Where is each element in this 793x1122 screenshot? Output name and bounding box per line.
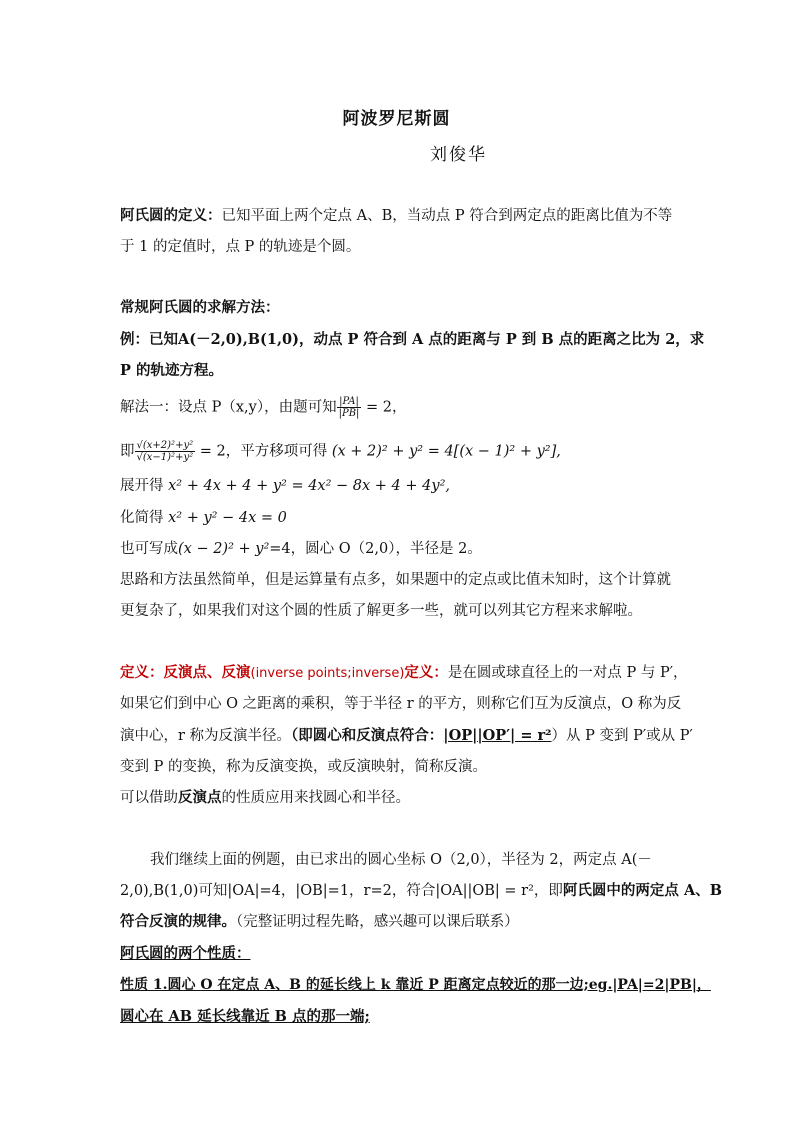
definition-line-1 xyxy=(120,205,680,227)
ratio-fraction xyxy=(337,396,362,419)
inverse-line-4: 变到 P 的变换，称为反演变换，或反演映射，简称反演。 xyxy=(120,759,487,775)
inverse-l5-a: 可以借助 xyxy=(120,790,178,806)
solution-line-5 xyxy=(120,538,680,560)
property1-line-1: 性质 1.圆心 O 在定点 A、B 的延长线上 k 靠近 P 距离定点较近的那一边;eg.|PA|=2|PB|， xyxy=(120,977,711,993)
solution-line-3 xyxy=(120,475,680,497)
properties-heading: 阿氏圆的两个性质： xyxy=(120,945,251,962)
continue-line-1: 我们继续上面的例题，由已求出的圆心坐标 O（2,0），半径为 2，两定点 A(－ xyxy=(150,852,652,868)
sqrt-numerator: √(x+2)²+y² xyxy=(136,440,194,451)
ratio-numerator: |PA| xyxy=(337,396,362,408)
continue-l2-a: 2,0),B(1,0)可知|OA|=4，|OB|=1，r=2，符合|OA||OB| = r²，即 xyxy=(120,883,563,899)
solution-l5-suffix: =4，圆心 O（2,0），半径是 2。 xyxy=(269,541,482,557)
inverse-l5-c: 的性质应用来找圆心和半径。 xyxy=(221,790,410,806)
solution-l1-suffix: = 2， xyxy=(366,399,407,416)
method-heading: 常规阿氏圆的求解方法： xyxy=(120,299,280,316)
inverse-formula: |OP||OP′| = r² xyxy=(443,727,552,744)
inverse-line-3 xyxy=(120,725,693,747)
solution-l2-prefix: 即 xyxy=(120,443,135,460)
solution-l5-prefix: 也可写成 xyxy=(120,541,178,557)
definition-line-2: 于 1 的定值时，点 P 的轨迹是个圆。 xyxy=(120,239,361,255)
solution-line-4 xyxy=(120,507,680,529)
solution-l3-equation: x² + 4x + 4 + y² = 4x² − 8x + 4 + 4y², xyxy=(168,478,450,494)
solution-l2-mid: = 2，平方移项可得 xyxy=(199,443,328,460)
solution-l1-prefix: 解法一：设点 P（x,y），由题可知 xyxy=(120,399,337,416)
example-line-1: 例：已知A(－2,0),B(1,0)，动点 P 符合到 A 点的距离与 P 到 B 点的距离之比为 2，求 xyxy=(120,331,705,348)
inverse-l3-c: ）从 P 变到 P′或从 P′ xyxy=(551,728,693,744)
document-title: 阿波罗尼斯圆 xyxy=(342,109,451,129)
solution-line-7: 更复杂了，如果我们对这个圆的性质了解更多一些，就可以列其它方程来求解啦。 xyxy=(120,603,642,619)
inverse-l1-rest: 是在圆或球直径上的一对点 P 与 P′， xyxy=(447,665,688,681)
solution-l4-equation: x² + y² − 4x = 0 xyxy=(168,510,287,526)
solution-line-1 xyxy=(120,396,680,419)
inverse-line-2: 如果它们到中心 O 之距离的乘积，等于半径 r 的平方，则称它们互为反演点，O 称为反 xyxy=(120,696,682,712)
inverse-label-b: (inverse points;inverse) xyxy=(250,666,405,681)
sqrt-denominator: √(x−1)²+y² xyxy=(136,452,194,463)
inverse-line-5 xyxy=(120,787,680,809)
example-line-2: P 的轨迹方程。 xyxy=(120,362,223,379)
solution-l3-prefix: 展开得 xyxy=(120,478,164,494)
continue-l3-b: （完整证明过程先略，感兴趣可以课后联系） xyxy=(236,914,519,930)
definition-text-1: 已知平面上两个定点 A、B，当动点 P 符合到两定点的距离比值为不等 xyxy=(221,208,673,224)
solution-line-6: 思路和方法虽然简单，但是运算量有点多，如果题中的定点或比值未知时，这个计算就 xyxy=(120,572,671,588)
sqrt-fraction xyxy=(135,440,196,463)
continue-line-2 xyxy=(120,880,722,902)
author-name: 刘俊华 xyxy=(430,145,487,165)
solution-line-2 xyxy=(120,440,680,463)
solution-l4-prefix: 化简得 xyxy=(120,510,164,526)
inverse-line-1 xyxy=(120,662,688,685)
inverse-l3-a: 演中心，r 称为反演半径。 xyxy=(120,728,292,744)
continue-l3-a: 符合反演的规律。 xyxy=(120,913,236,930)
continue-line-3 xyxy=(120,911,680,933)
solution-l5-equation: (x − 2)² + y² xyxy=(178,541,270,557)
inverse-label-c: 定义： xyxy=(404,664,448,681)
inverse-l5-b: 反演点 xyxy=(178,789,222,806)
inverse-label-a: 定义：反演点、反演 xyxy=(120,664,251,681)
property1-line-2: 圆心在 AB 延长线靠近 B 点的那一端; xyxy=(120,1008,370,1025)
ratio-denominator: |PB| xyxy=(338,408,360,419)
definition-label: 阿氏圆的定义： xyxy=(120,207,222,224)
continue-l2-b: 阿氏圆中的两定点 A、B xyxy=(562,882,722,899)
solution-l2-equation: (x + 2)² + y² = 4[(x − 1)² + y²], xyxy=(331,443,561,460)
inverse-l3-b: （即圆心和反演点符合： xyxy=(291,727,444,744)
